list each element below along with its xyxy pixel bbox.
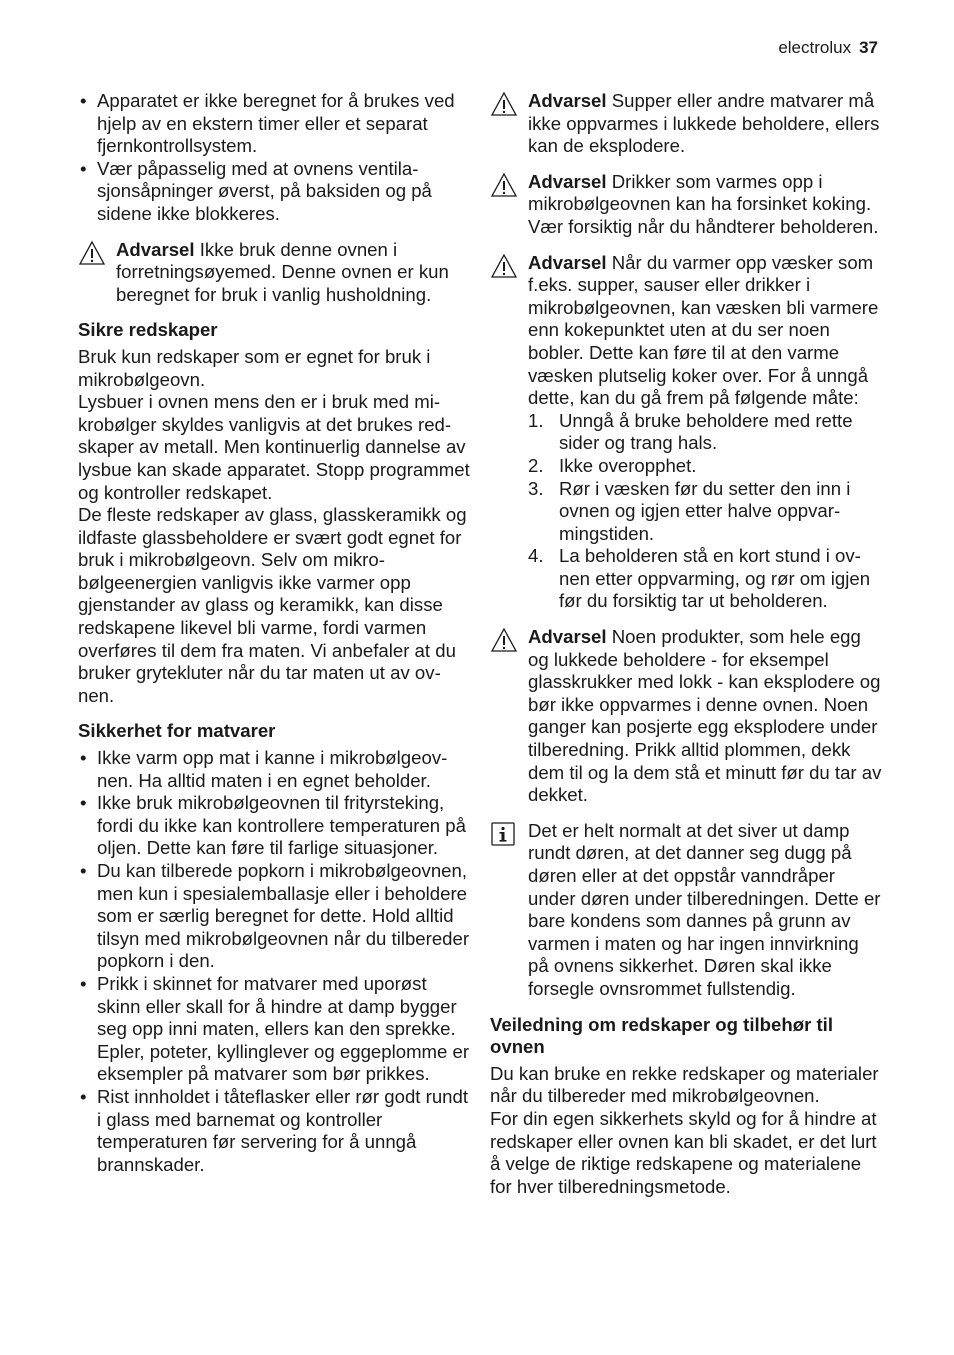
list-item [528, 410, 882, 455]
intro-bullet-list [78, 90, 470, 226]
paragraph: For din egen sikkerhets skyld og for å hindre at redskaper eller ovnen kan bli skadet, er det lurt å velge de riktige redskapene og materialene for hver tilberedningsmetode. [490, 1107, 877, 1197]
warning-text: Noen produkter, som hele egg og lukkede beholdere - for eksempel glasskrukker med lokk - kan eksplodere og bør ikke oppvarmes i denne ovnen. Noen ganger kan posjerte egg eksplodere under tilberedning. Prikk alltid plommen, dekk dem til og la dem stå et minutt før du tar av dekket. [528, 626, 882, 806]
warning-label: Advarsel [528, 626, 607, 648]
paragraph: Bruk kun redskaper som er egnet for bruk i mikrobølgeovn. [78, 345, 431, 390]
warning-text: Supper eller andre matvarer må ikke oppvarmes i lukkede beholdere, ellers kan de eksplodere. [528, 90, 880, 157]
step-text: Unngå å bruke beholdere med rette sider og trang hals. [559, 409, 853, 454]
warning-icon [78, 240, 106, 266]
section-heading: Sikre redskaper [78, 319, 218, 341]
warning-note [490, 171, 882, 239]
step-number: 2. [528, 454, 544, 476]
section-heading: Veiledning om redskaper og tilbehør til ovnen [490, 1013, 834, 1058]
paragraph: De fleste redskaper av glass, glasskeramikk og ildfaste glassbeholdere er svært godt egnet for bruk i mikrobølgeovn. Selv om mikrobølgeenergien vanligvis ikke varmer opp gjenstander av glass og keramikk, kan disse redskapene likevel bli varme, fordi varmen overføres til dem fra maten. Vi anbefaler at du bruker grytekluter når du tar maten ut av ovnen. [78, 504, 467, 706]
warning-icon [490, 627, 518, 653]
warning-note [490, 626, 882, 807]
warning-label: Advarsel [116, 238, 195, 260]
step-text: La beholderen stå en kort stund i ovnen etter oppvarming, og rør om igjen før du forsiktig tar ut beholderen. [559, 545, 871, 612]
brand-name: electrolux [778, 38, 852, 57]
info-text: Det er helt normalt at det siver ut damp rundt døren, at det danner seg dugg på døren eller at det oppstår vanndråper under døren under tilberedningen. Dette er bare kondens som dannes på grunn av varmen i maten og har ingen innvirkning på ovnens sikkerhet. Døren skal ikke forsegle ovnsrommet fullstendig. [528, 819, 881, 999]
warning-text: Ikke bruk denne ovnen i forretningsøyemed. Denne ovnen er kun beregnet for bruk i vanlig husholdning. [116, 238, 449, 305]
list-item: • Prikk i skinnet for matvarer med uporøst skinn eller skall for å hindre at damp bygger seg opp inni maten, ellers kan den sprekke. Epler, poteter, kyllinglever og eggeplomme er eksempler på matvarer som bør prikkes. [78, 973, 470, 1086]
warning-text: Når du varmer opp væsker som f.eks. supper, sauser eller drikker i mikrobølgeovnen, kan væsken bli varmere enn kokepunktet uten at du ser noen bobler. Dette kan føre til at den varme væsken plutselig koker over. For å unngå dette, kan du gå frem på følgende måte: [528, 251, 879, 409]
list-item [528, 478, 882, 546]
info-icon [490, 821, 516, 847]
paragraph: Lysbuer i ovnen mens den er i bruk med mikrobølger skyldes vanligvis at det brukes redskaper av metall. Men kontinuerlig dannelse av lysbue kan skade apparatet. Stopp programmet og kontroller redskapet. [78, 391, 470, 503]
list-item [528, 545, 882, 613]
warning-note [490, 252, 882, 614]
list-item [528, 455, 882, 478]
page-header [778, 38, 878, 58]
warning-note [490, 90, 882, 158]
step-number: 4. [528, 545, 544, 567]
warning-icon [490, 172, 518, 198]
step-text: Rør i væsken før du setter den inn i ovnen og igjen etter halve oppvarmingstiden. [559, 477, 851, 544]
warning-note [78, 239, 470, 307]
list-item: • Ikke bruk mikrobølgeovnen til frityrsteking, fordi du ikke kan kontrollere temperaturen på oljen. Dette kan føre til farlige situasjoner. [78, 792, 470, 860]
left-column [78, 90, 470, 1176]
step-number: 3. [528, 477, 544, 499]
food-safety-list [78, 747, 470, 1176]
warning-label: Advarsel [528, 251, 607, 273]
list-item: • Ikke varm opp mat i kanne i mikrobølgeovnen. Ha alltid maten i en egnet beholder. [78, 747, 470, 792]
step-text: Ikke overopphet. [559, 454, 697, 476]
list-item: • Apparatet er ikke beregnet for å brukes ved hjelp av en ekstern timer eller et separat fjernkontrollsystem. [78, 90, 470, 158]
info-note [490, 820, 882, 1001]
list-item: • Vær påpasselig med at ovnens ventilasjonsåpninger øverst, på baksiden og på sidene ikke blokkeres. [78, 158, 470, 226]
list-item: • Du kan tilberede popkorn i mikrobølgeovnen, men kun i spesialemballasje eller i beholdere som er særlig beregnet for dette. Hold alltid tilsyn med mikrobølgeovnen når du tilbereder popkorn i den. [78, 860, 470, 973]
warning-icon [490, 91, 518, 117]
warning-text: Drikker som varmes opp i mikrobølgeovnen kan ha forsinket koking. Vær forsiktig når du håndterer beholderen. [528, 170, 879, 237]
right-column [490, 90, 882, 1198]
warning-icon [490, 253, 518, 279]
warning-label: Advarsel [528, 170, 607, 192]
step-number: 1. [528, 409, 544, 431]
list-item: • Rist innholdet i tåteflasker eller rør godt rundt i glass med barnemat og kontroller temperaturen før servering for å unngå brannskader. [78, 1086, 470, 1176]
warning-label: Advarsel [528, 90, 607, 111]
page-number: 37 [859, 38, 878, 57]
section-heading: Sikkerhet for matvarer [78, 720, 276, 742]
steps-list [528, 410, 882, 613]
paragraph: Du kan bruke en rekke redskaper og materialer når du tilbereder med mikrobølgeovnen. [490, 1062, 879, 1107]
